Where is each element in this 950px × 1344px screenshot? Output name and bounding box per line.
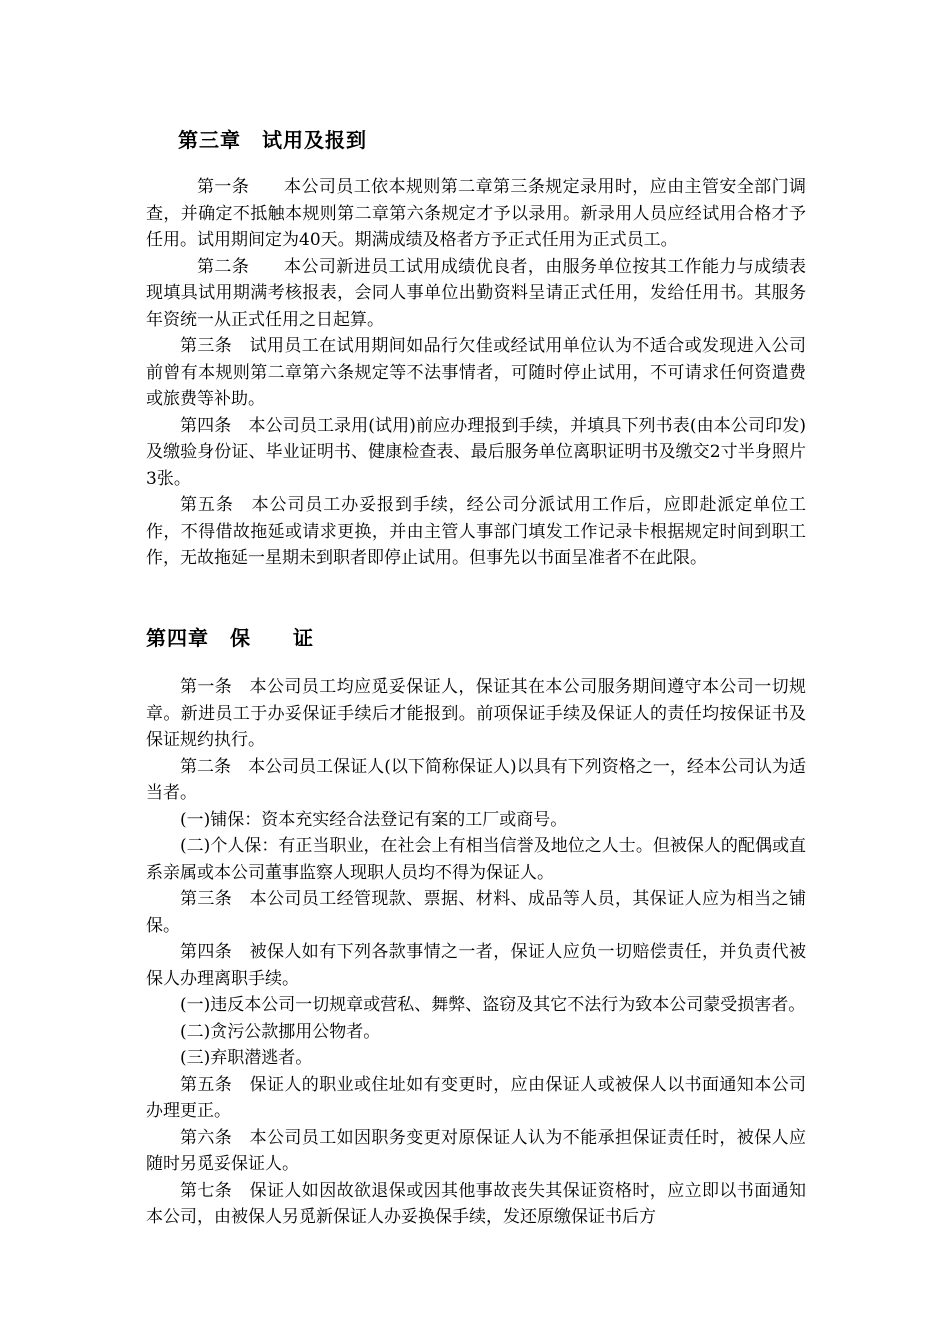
chapter-4-article-3: 第三条 本公司员工经管现款、票据、材料、成品等人员，其保证人应为相当之铺保。: [146, 889, 806, 936]
chapter-4-article-2: 第二条 本公司员工保证人(以下简称保证人)以具有下列资格之一，经本公司认为适当者。: [146, 756, 806, 803]
chapter-4-article-7: 第七条 保证人如因故欲退保或因其他事故丧失其保证资格时，应立即以书面通知本公司，由被保人另觅新保证人办妥换保手续，发还原缴保证书后方: [146, 1180, 806, 1227]
chapter-4-article-1: 第一条 本公司员工均应觅妥保证人，保证其在本公司服务期间遵守本公司一切规章。新进员工于办妥保证手续后才能报到。前项保证手续及保证人的责任均按保证书及保证规约执行。: [146, 677, 806, 750]
chapter-3-article-1: 第一条 本公司员工依本规则第二章第三条规定录用时，应由主管安全部门调查，并确定不抵触本规则第二章第六条规定才予以录用。新录用人员应经试用合格才予任用。试用期间定为40天。期满成绩及格者方予正式任用为正式员工。: [146, 177, 806, 250]
chapter-4-title: 第四章 保 证: [146, 626, 314, 650]
chapter-3-article-3: 第三条 试用员工在试用期间如品行欠佳或经试用单位认为不适合或发现进入公司前曾有本规则第二章第六条规定等不法事情者，可随时停止试用，不可请求任何资遣费或旅费等补助。: [146, 336, 806, 409]
chapter-4-clause-4-3: (三)弃职潜逃者。: [180, 1048, 313, 1068]
chapter-4-clause-4-1: (一)违反本公司一切规章或营私、舞弊、盗窃及其它不法行为致本公司蒙受损害者。: [180, 995, 806, 1015]
chapter-3-article-5: 第五条 本公司员工办妥报到手续，经公司分派试用工作后，应即赴派定单位工作，不得借故拖延或请求更换，并由主管人事部门填发工作记录卡根据规定时间到职工作，无故拖延一星期未到职者即停止试用。但事先以书面呈准者不在此限。: [146, 495, 806, 568]
chapter-3-title: 第三章 试用及报到: [178, 128, 367, 152]
chapter-4-clause-4-2: (二)贪污公款挪用公物者。: [180, 1021, 381, 1042]
chapter-3-article-4: 第四条 本公司员工录用(试用)前应办理报到手续，并填具下列书表(由本公司印发)及缴验身份证、毕业证明书、健康检查表、最后服务单位离职证明书及缴交2寸半身照片3张。: [146, 415, 806, 489]
chapter-4-body: [146, 674, 806, 1231]
chapter-4-article-6: 第六条 本公司员工如因职务变更对原保证人认为不能承担保证责任时，被保人应随时另觅妥保证人。: [146, 1127, 806, 1174]
chapter-4-clause-2-2: (二)个人保：有正当职业，在社会上有相当信誉及地位之人士。但被保人的配偶或直系亲属或本公司董事监察人现职人员均不得为保证人。: [146, 836, 806, 883]
chapter-3-body: [146, 174, 806, 572]
chapter-4-clause-2-1: (一)铺保：资本充实经合法登记有案的工厂或商号。: [180, 809, 568, 830]
chapter-4-article-4: 第四条 被保人如有下列各款事情之一者，保证人应负一切赔偿责任，并负责代被保人办理离职手续。: [146, 942, 806, 989]
chapter-4-article-5: 第五条 保证人的职业或住址如有变更时，应由保证人或被保人以书面通知本公司办理更正。: [146, 1074, 806, 1121]
chapter-3-article-2: 第二条 本公司新进员工试用成绩优良者，由服务单位按其工作能力与成绩表现填具试用期满考核报表，会同人事单位出勤资料呈请正式任用，发给任用书。其服务年资统一从正式任用之日起算。: [146, 256, 806, 330]
